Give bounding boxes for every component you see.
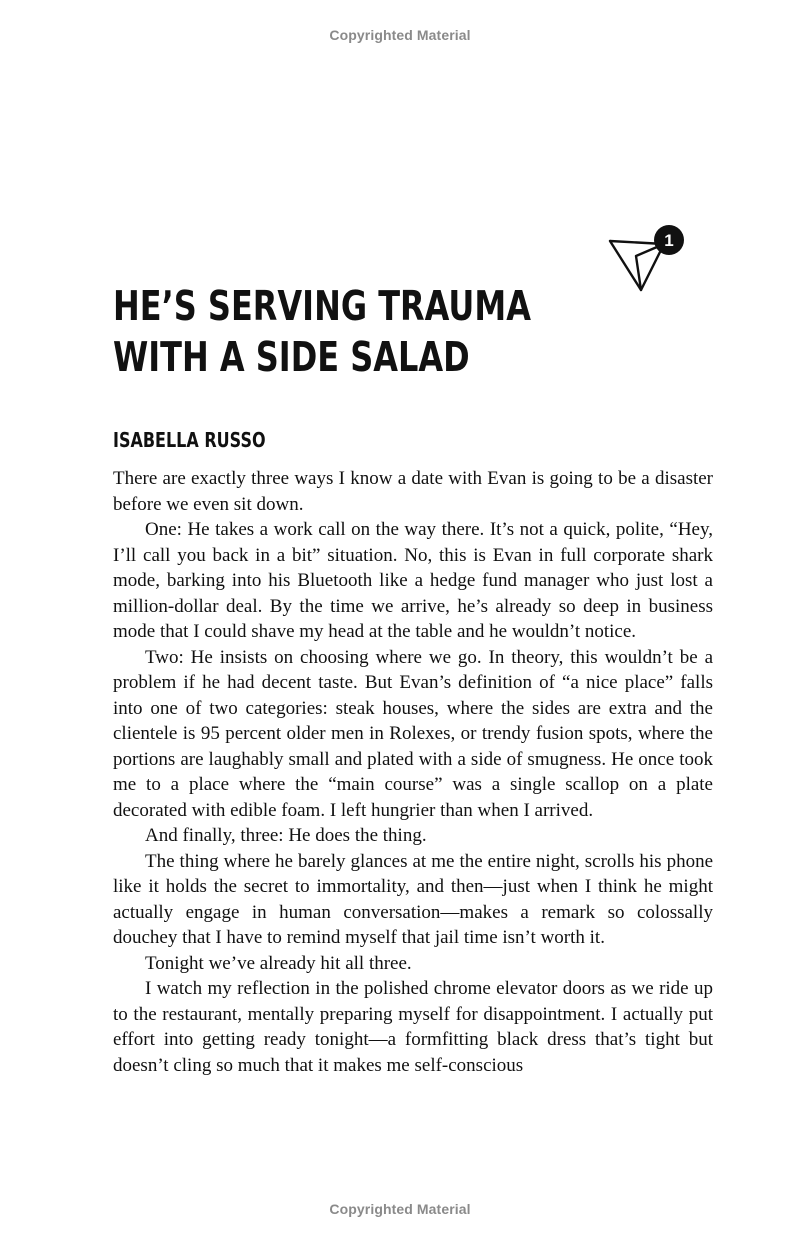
chapter-body	[113, 466, 713, 1078]
chapter-title-line-1: HE’S SERVING TRAUMA	[113, 282, 531, 330]
paragraph-7: I watch my reflection in the polished chrome elevator doors as we ride up to the restaurant, mentally preparing myself for disappointment. I actually put effort into getting ready tonight—a formfitting black dress that’s tight but doesn’t cling so much that it makes me self-conscious	[113, 978, 713, 1076]
paragraph-1: There are exactly three ways I know a date with Evan is going to be a disaster before we even sit down.	[113, 468, 713, 515]
author-name: ISABELLA RUSSO	[113, 428, 266, 452]
paragraph-3: Two: He insists on choosing where we go. In theory, this wouldn’t be a problem if he had decent taste. But Evan’s definition of “a nice place” falls into one of two categories: steak houses, where the sides are extra and the clientele is 95 percent older men in Rolexes, or trendy fusion spots, where the portions are laughably small and plated with a side of smugness. He once took me to a place where the “main course” was a single scallop on a plate decorated with edible foam. I left hungrier than when I arrived.	[113, 646, 713, 821]
chapter-title	[113, 281, 531, 383]
footer-copyright: Copyrighted Material	[329, 1201, 471, 1217]
chapter-number: 1	[664, 231, 674, 250]
paper-plane-icon	[606, 222, 692, 296]
paragraph-5: The thing where he barely glances at me the entire night, scrolls his phone like it holds the secret to immortality, and then—just when I think he might actually engage in human conversation—makes a remark so colossally douchey that I have to remind myself that jail time isn’t worth it.	[113, 850, 713, 948]
header-copyright: Copyrighted Material	[329, 27, 471, 43]
chapter-title-line-2: WITH A SIDE SALAD	[113, 333, 470, 381]
paragraph-6: Tonight we’ve already hit all three.	[145, 952, 412, 974]
paragraph-4: And finally, three: He does the thing.	[145, 825, 427, 846]
paragraph-2: One: He takes a work call on the way there. It’s not a quick, polite, “Hey, I’ll call you back in a bit” situation. No, this is Evan in full corporate shark mode, barking into his Bluetooth like a hedge fund manager who just lost a million-dollar deal. By the time we arrive, he’s already so deep in business mode that I could shave my head at the table and he wouldn’t notice.	[113, 519, 713, 642]
